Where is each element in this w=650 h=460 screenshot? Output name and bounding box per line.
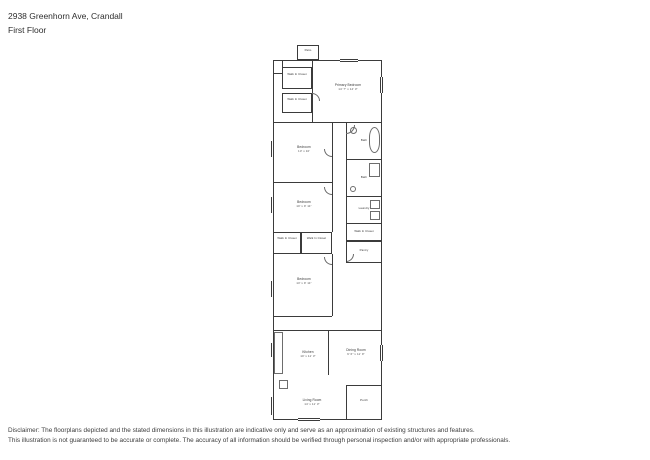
floor-label: First Floor (8, 25, 47, 35)
room-label-primary-bedroom: Primary Bedroom 14' 7" x 14' 3" (334, 83, 362, 92)
room-label-walk-in-closet-2: Walk In Closet (287, 97, 307, 101)
shower-fixture-bath-2 (369, 163, 380, 177)
disclaimer-block (8, 426, 628, 446)
floorplan-drawing (270, 45, 385, 425)
property-address: 2938 Greenhorn Ave, Crandall (8, 11, 123, 21)
wall-bedroom2-east (332, 182, 333, 232)
room-label-living-room: Living Room 14' x 11' 3" (302, 398, 322, 407)
window-primary-bedroom-north (340, 59, 358, 62)
wall-porch-north (346, 385, 382, 386)
disclaimer-line-2: This illustration is not guaranteed to be accurate or complete. The accuracy of all information should be verified through personal inspection and/or with appropriate professionals. (8, 437, 511, 444)
plan-header (8, 10, 123, 36)
room-label-patio: Patio (304, 48, 312, 52)
wall-bedroom1-north (273, 122, 313, 123)
sink-fixture-bath-2 (350, 186, 356, 192)
wall-bath2-west (346, 159, 347, 196)
disclaimer-line-1: Disclaimer: The floorplans depicted and the stated dimensions in this illustration are indicative only and serve as an approximation of existing structures and features. (8, 427, 475, 434)
window-bedroom2-west (271, 197, 274, 213)
wall-bath1-south (346, 159, 382, 160)
room-walk-in-closet-2-outline (282, 93, 312, 113)
wall-service-strip-west (346, 241, 347, 263)
room-label-bedroom-3: Bedroom 13' x 9' 11" (296, 277, 312, 286)
wall-bedroom3-east (332, 254, 333, 316)
room-label-walk-in-closet-1: Walk In Closet (287, 72, 307, 76)
dryer-fixture (370, 211, 380, 220)
washer-fixture (370, 200, 380, 209)
window-primary-bedroom-east (380, 77, 383, 93)
room-label-walk-in-closet-3: Walk In Closet (277, 236, 297, 240)
room-label-laundry: Laundry (358, 206, 370, 210)
window-living-room-south (298, 418, 320, 421)
room-label-walk-in-closet-5: Walk In Closet (354, 229, 374, 233)
wall-segment-left-jog (273, 73, 282, 74)
room-label-bedroom-1: Bedroom 13' x 10' (297, 145, 311, 154)
room-label-kitchen: Kitchen 10' x 11' 3" (300, 350, 316, 359)
window-bedroom3-west (271, 281, 274, 297)
bathtub-fixture (369, 127, 380, 153)
kitchen-counter-fixture (274, 332, 283, 374)
wall-primary-bedroom-west (312, 60, 313, 122)
window-dining-east (380, 345, 383, 361)
wall-kitchen-east (328, 330, 329, 375)
room-label-dining-room: Dining Room 9' 6" x 11' 9" (346, 348, 366, 357)
window-living-room-west (271, 397, 274, 415)
wall-bath2-south (346, 196, 382, 197)
room-walk-in-closet-1-outline (282, 67, 312, 89)
wall-bedroom1-south (273, 182, 332, 183)
room-label-bath-1: Bath (360, 138, 368, 142)
room-label-bedroom-2: Bedroom 10' x 9' 11" (296, 200, 312, 209)
kitchen-island-fixture (279, 380, 288, 389)
room-label-porch: Porch (360, 398, 368, 402)
wall-bedroom3-south (273, 316, 332, 317)
wall-laundry-west (346, 196, 347, 223)
room-label-pantry: Pantry (359, 248, 369, 252)
window-bedroom1-west (271, 141, 274, 157)
room-label-bath-2: Bath (360, 175, 368, 179)
window-kitchen-west (271, 343, 274, 357)
wall-bedroom1-east (332, 122, 333, 182)
room-label-walk-in-closet-4: Walk In Closet (306, 236, 327, 240)
